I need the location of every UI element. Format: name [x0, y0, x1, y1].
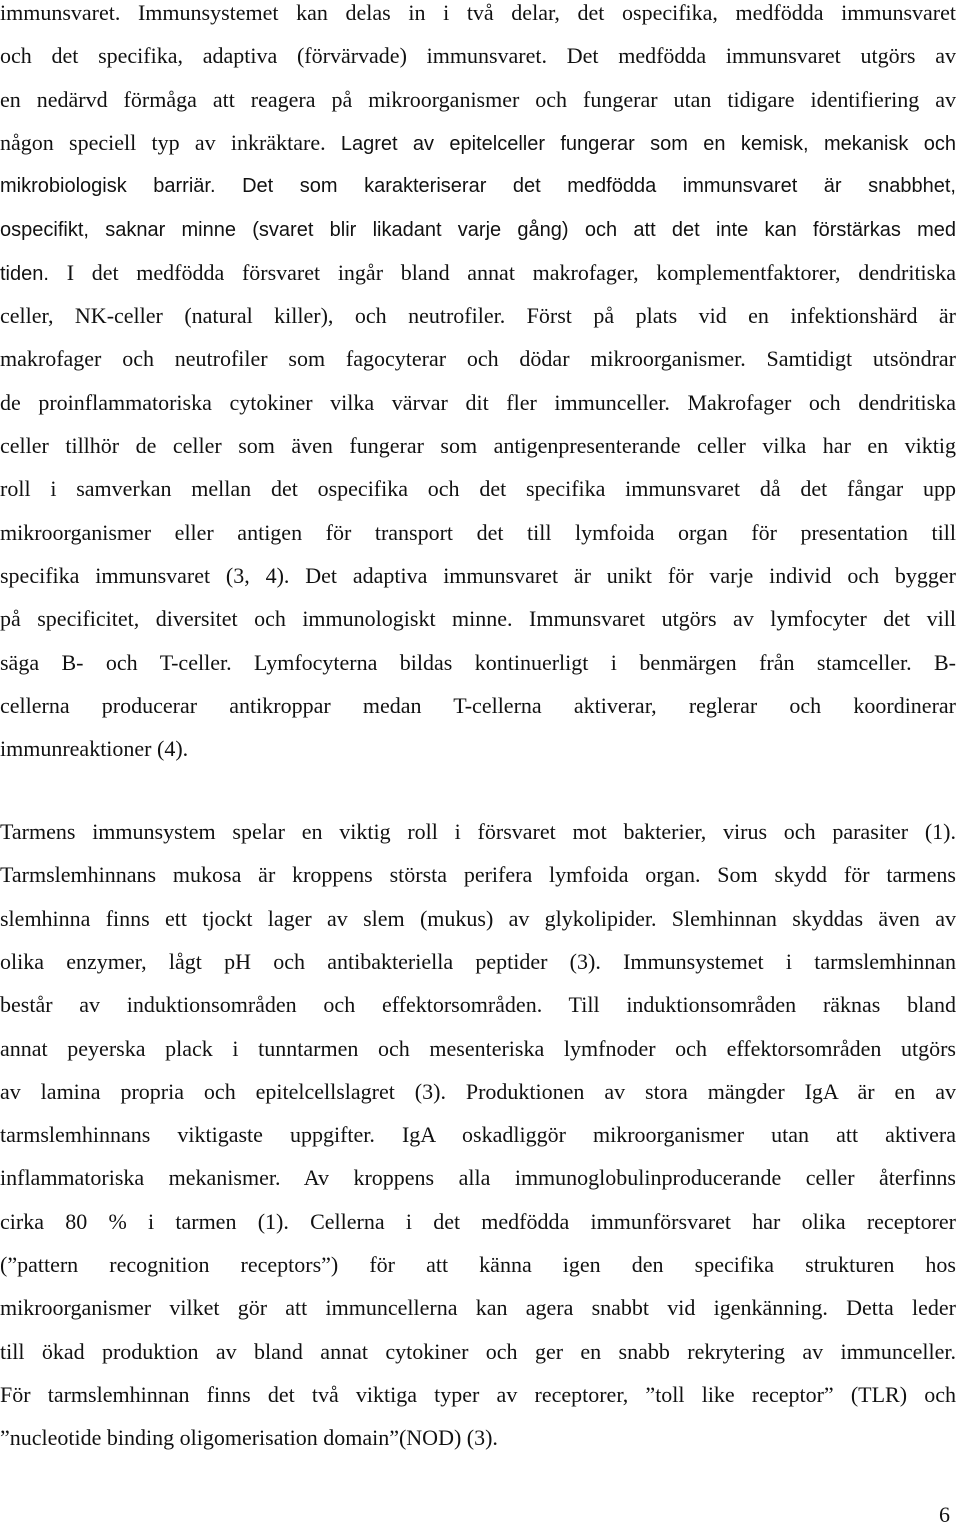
text-line	[0, 1072, 956, 1112]
text-segment: de proinflammatoriska cytokiner vilka värvar dit fler immunceller. Makrofager och dendritiska	[0, 389, 956, 415]
text-line	[0, 253, 956, 293]
text-segment: roll i samverkan mellan det ospecifika och det specifika immunsvaret då det fångar upp	[0, 476, 956, 502]
text-segment: en nedärvd förmåga att reagera på mikroorganismer och fungerar utan tidigare identifiering av	[0, 86, 956, 112]
text-segment: mikrobiologisk barriär.	[0, 175, 243, 198]
text-line	[0, 383, 956, 423]
text-segment: immunsvaret. Immunsystemet kan delas in i två delar, det ospecifika, medfödda immunsvaret	[0, 0, 956, 25]
text-line	[0, 899, 956, 939]
text-line	[0, 1115, 956, 1155]
text-line	[0, 1375, 956, 1415]
text-segment: celler, NK-celler (natural killer), och neutrofiler. Först på plats vid en infektionshärd är	[0, 303, 956, 329]
text-line	[0, 210, 956, 250]
text-segment: Tarmens immunsystem spelar en viktig roll i försvaret mot bakterier, virus och parasiter (1).	[0, 819, 956, 844]
text-line	[0, 469, 956, 509]
text-segment: består av induktionsområden och effektorsområden. Till induktionsområden räknas bland	[0, 992, 956, 1018]
text-line	[0, 855, 956, 895]
text-segment: olika enzymer, lågt pH och antibakteriella peptider (3). Immunsystemet i tarmslemhinnan	[0, 948, 956, 974]
text-segment: cirka 80 % i tarmen (1). Cellerna i det medfödda immunförsvaret har olika receptorer	[0, 1208, 956, 1234]
text-segment: Det som karakteriserar det medfödda immunsvaret är snabbhet,	[242, 175, 956, 198]
text-line	[0, 166, 956, 206]
text-line	[0, 729, 956, 769]
text-segment: Lagret av epitelceller fungerar som en kemisk, mekanisk och	[340, 132, 956, 155]
text-segment: cellerna producerar antikroppar medan T-cellerna aktiverar, reglerar och koordinerar	[0, 692, 956, 718]
text-line	[0, 1158, 956, 1198]
text-line	[0, 339, 956, 379]
text-line	[0, 1418, 956, 1458]
text-line	[0, 985, 956, 1025]
text-line	[0, 0, 956, 33]
text-line	[0, 643, 956, 683]
text-segment: Tarmslemhinnans mukosa är kroppens största perifera lymfoida organ. Som skydd för tarmens	[0, 862, 956, 888]
text-line	[0, 36, 956, 76]
text-segment: immunreaktioner (4).	[0, 736, 189, 762]
text-segment: och det specifika, adaptiva (förvärvade) immunsvaret. Det medfödda immunsvaret utgörs av	[0, 43, 956, 69]
text-segment: I det medfödda försvaret ingår bland annat makrofager, komplementfaktorer, dendritiska	[66, 259, 956, 285]
text-segment: mikroorganismer vilket gör att immuncellerna kan agera snabbt vid igenkänning. Detta leder	[0, 1295, 956, 1321]
text-segment: tarmslemhinnans viktigaste uppgifter. IgA oskadliggör mikroorganismer utan att aktivera	[0, 1122, 956, 1148]
text-line	[0, 1332, 956, 1372]
text-segment: inflammatoriska mekanismer. Av kroppens alla immunoglobulinproducerande celler återfinns	[0, 1165, 956, 1191]
text-line	[0, 812, 956, 852]
text-line	[0, 296, 956, 336]
text-line	[0, 80, 956, 120]
text-segment: tiden.	[0, 262, 67, 285]
text-segment: till ökad produktion av bland annat cytokiner och ger en snabb rekrytering av immunceller.	[0, 1338, 956, 1364]
text-segment: specifika immunsvaret (3, 4). Det adaptiva immunsvaret är unikt för varje individ och bygger	[0, 562, 956, 588]
text-line	[0, 1288, 956, 1328]
text-segment: ”nucleotide binding oligomerisation domain”(NOD) (3).	[0, 1425, 498, 1451]
text-line	[0, 1245, 956, 1285]
text-line	[0, 1029, 956, 1069]
text-line	[0, 556, 956, 596]
text-line	[0, 599, 956, 639]
text-segment: på specificitet, diversitet och immunologiskt minne. Immunsvaret utgörs av lymfocyter det vill	[0, 606, 956, 632]
text-line	[0, 426, 956, 466]
text-line	[0, 1202, 956, 1242]
text-segment: celler tillhör de celler som även fungerar som antigenpresenterande celler vilka har en viktig	[0, 433, 956, 458]
text-segment: av lamina propria och epitelcellslagret (3). Produktionen av stora mängder IgA är en av	[0, 1078, 956, 1104]
text-line	[0, 513, 956, 553]
text-segment: (”pattern recognition receptors”) för att känna igen den specifika strukturen hos	[0, 1252, 956, 1277]
page-number: 6	[939, 1502, 950, 1527]
text-segment: slemhinna finns ett tjockt lager av slem (mukus) av glykolipider. Slemhinnan skyddas även av	[0, 905, 956, 931]
text-segment: mikroorganismer eller antigen för transport det till lymfoida organ för presentation till	[0, 519, 956, 545]
text-segment: annat peyerska plack i tunntarmen och mesenteriska lymfnoder och effektorsområden utgörs	[0, 1035, 956, 1061]
text-segment: säga B- och T-celler. Lymfocyterna bildas kontinuerligt i benmärgen från stamceller. B-	[0, 649, 956, 675]
text-segment: ospecifikt, saknar minne (svaret blir likadant varje gång) och att det inte kan förstärkas med	[0, 218, 956, 241]
text-segment: makrofager och neutrofiler som fagocyterar och dödar mikroorganismer. Samtidigt utsöndrar	[0, 346, 956, 372]
text-segment: någon speciell typ av inkräktare.	[0, 129, 341, 155]
text-line	[0, 123, 956, 163]
text-line	[0, 942, 956, 982]
text-line	[0, 686, 956, 726]
text-segment: För tarmslemhinnan finns det två viktiga typer av receptorer, ”toll like receptor” (TLR) och	[0, 1381, 956, 1407]
